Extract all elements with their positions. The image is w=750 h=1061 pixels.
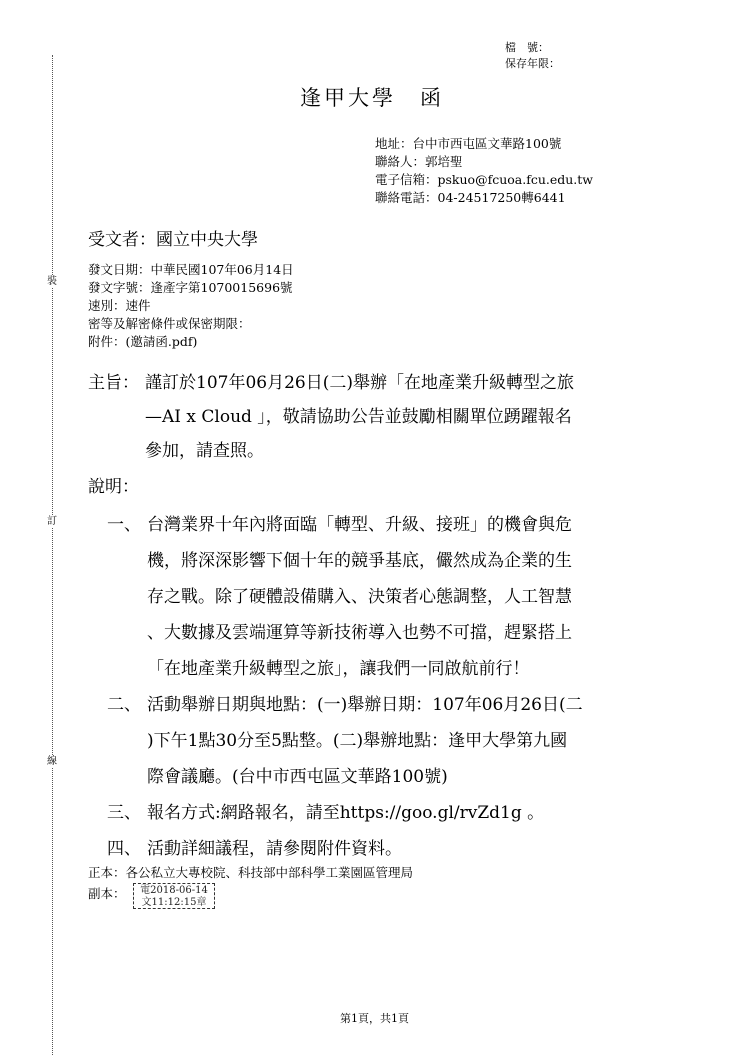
binding-mark-ding: 訂 (47, 516, 57, 527)
binding-mark-xian: 線 (47, 756, 57, 767)
recipient: 受文者：國立中央大學 (88, 230, 258, 250)
retention-label: 保存年限： (505, 57, 560, 70)
item-line: 存之戰。除了硬體設備購入、決策者心態調整，人工智慧 (147, 587, 572, 607)
item-line: )下午1點30分至5點整。(二)舉辦地點：逢甲大學第九國 (147, 731, 568, 751)
item-line: 、大數據及雲端運算等新技術導入也勢不可擋，趕緊搭上 (147, 623, 572, 643)
subject-line: —AI x Cloud 」，敬請協助公告並鼓勵相關單位踴躍報名 (145, 407, 572, 427)
item-number: 一、 (107, 515, 141, 535)
item-line: 機，將深深影響下個十年的競爭基底，儼然成為企業的生 (147, 551, 572, 571)
subject-label: 主旨： (88, 373, 139, 393)
explanation-label: 說明： (88, 477, 139, 497)
item-number: 二、 (107, 695, 141, 715)
sender-contact: 聯絡人：郭培聖 (375, 154, 463, 169)
item-number: 三、 (107, 803, 141, 823)
electronic-stamp (133, 883, 215, 909)
issue-date: 發文日期：中華民國107年06月14日 (88, 262, 294, 277)
sender-address: 地址：台中市西屯區文華路100號 (375, 136, 562, 151)
item-line: 台灣業界十年內將面臨「轉型、升級、接班」的機會與危 (147, 515, 572, 535)
stamp-time: 文11:12:15章 (141, 897, 207, 908)
item-line: 「在地產業升級轉型之旅」，讓我們一同啟航前行！ (147, 659, 530, 679)
binding-mark-zhuang: 裝 (47, 276, 57, 287)
item-line: 活動詳細議程，請參閱附件資料。 (147, 839, 402, 859)
attachment: 附件：(邀請函.pdf) (88, 334, 198, 349)
main-recipients: 正本：各公私立大專校院、科技部中部科學工業園區管理局 (88, 865, 414, 880)
item-line: 活動舉辦日期與地點：(一)舉辦日期：107年06月26日(二 (147, 695, 583, 715)
binding-line (52, 55, 53, 1055)
item-line: 際會議廳。(台中市西屯區文華路100號) (147, 767, 448, 787)
subject-line: 謹訂於107年06月26日(二)舉辦「在地產業升級轉型之旅 (145, 373, 574, 393)
document-number: 發文字號：逢產字第1070015696號 (88, 280, 293, 295)
item-number: 四、 (107, 839, 141, 859)
page-number: 第1頁，共1頁 (340, 1012, 409, 1025)
delivery-speed: 速別：速件 (88, 298, 151, 313)
subject-line: 參加，請查照。 (145, 441, 264, 461)
stamp-date: 電2018-06-14 (140, 885, 208, 896)
document-title: 逢甲大學 函 (300, 86, 444, 110)
sender-email: 電子信箱：pskuo@fcuoa.fcu.edu.tw (375, 172, 593, 187)
copy-label: 副本： (88, 886, 126, 901)
sender-phone: 聯絡電話：04-24517250轉6441 (375, 190, 566, 205)
file-number-label: 檔 號： (505, 41, 549, 54)
registration-line: 報名方式:網路報名，請至https://goo.gl/rvZd1g 。 (147, 803, 545, 823)
security-level: 密等及解密條件或保密期限： (88, 316, 251, 331)
